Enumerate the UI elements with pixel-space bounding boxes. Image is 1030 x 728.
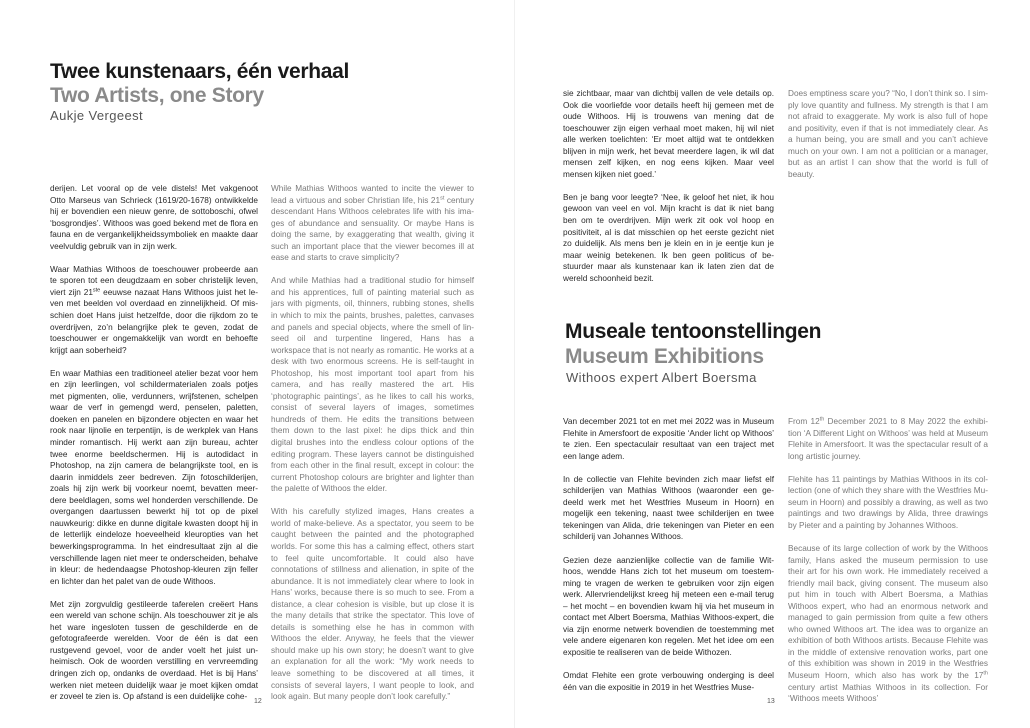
- paragraph-text: Van december 2021 tot en met mei 2022 was in Museum Flehite in Amersfoort de expositie ‘Ander licht op Withoos’ te zien. Een spectaculair resultaat van een traject met een lange adem.: [563, 417, 774, 461]
- ordinal-suffix: ste: [92, 287, 101, 294]
- paragraph-text: From 12: [788, 417, 820, 426]
- paragraph: [563, 474, 774, 543]
- paragraph-text: Because of its large collection of work by the Withoos family, Hans asked the museum permission to use their art for his own work. He immediately received a friendly mail back, giving consent. The museum also put him in touch with Albert Boersma, a Mathias Withoos expert, who had an enormous network and managed to gain permission from quite a few others who owned Withoos art. The idea was to organize an exhibition of both Withoos artists. Because Flehite was in the middle of extensive renovation works, part one of this exhibition was shown in 2019 in the Westfries Museum Hoorn, which also has work by the 17: [788, 544, 988, 681]
- paragraph-text: While Mathias Withoos wanted to incite the viewer to lead a virtuous and sober Christian life, his 21: [271, 184, 474, 205]
- paragraph-text: Gezien deze aanzienlijke collectie van de familie Withoos, wendde Hans zich tot het museum om toestemming te vragen de werken te gebruiken voor zijn eigen werk. Allervriendelijkst kreeg hij meteen een e-mail terug – het mocht – en bovendien kwam hij via het museum in contact met Albert Boersma, Mathias Withoos-expert, die via zijn enorme netwerk bovendien de toestemming met vele andere eigenaren kon regelen. Met het idee om een expositie te realiseren van de beide Withozen.: [563, 555, 774, 657]
- section-title-english: Museum Exhibitions: [565, 345, 764, 368]
- paragraph: [563, 416, 774, 462]
- paragraph-text: And while Mathias had a traditional studio for himself and his apprentices, full of painting material such as jars with pigments, oil, thinners, rubbing stones, shells in which to mix the paints, brushes, palettes, canvases and panels and special objects, where the smell of linseed oil and turpentine lingered, Hans has a workspace that is not nearly as romantic. He works at a desk with two enormous screens. He is self-taught in Photoshop, his most important tool apart from his camera, and has really mastered the art. His ‘photographic paintings’, as he likes to call his works, consist of several layers of images, sometimes hundreds of them. He edits the transitions between them down to the last pixel: he dips thick and thin digital brushes into the endless colour options of the editing program. These layers cannot be distinguished from each other in the final result, except in colour: the current Photoshop colours are brighter and lighter than the palette of Withoos the elder.: [271, 276, 474, 494]
- paragraph: [271, 275, 474, 494]
- paragraph: [788, 88, 988, 180]
- paragraph: [563, 555, 774, 659]
- paragraph-text: Does emptiness scare you? “No, I don’t think so. I simply love quantity and fullness. My strength is that I am not afraid to exaggerate. My work is also full of hope and positivity, even if that is not immediately clear. As a human being, you are small and you can’t achieve much on your own. I am not a politician or a manager, but as an artist I can show that the world is full of beauty.: [788, 89, 988, 179]
- paragraph-text: Flehite has 11 paintings by Mathias Withoos in its collection (one of which they share with the Westfries Museum in Hoorn) and possibly a drawing, as well as two paintings and two drawings by Alida, three drawings by Pieter and a painting by Johannes Withoos.: [788, 474, 988, 530]
- paragraph: [271, 183, 474, 264]
- article-column-dutch-top: [563, 88, 774, 284]
- article-title-english: Two Artists, one Story: [50, 84, 264, 107]
- article-column-dutch: [50, 183, 258, 703]
- paragraph-text: eeuwse nazaat Hans Withoos juist het leven met beelden vol overdaad en zinnelijkheid. Of misschien doet Hans juist hetzelfde, door die rijkdom zo te overdrijven, zo’n belangrijke plek te geven, zodat de toeschouwer er ongemakkelijk van wordt en behoefte krijgt aan soberheid?: [50, 287, 258, 355]
- paragraph: [563, 88, 774, 180]
- paragraph-text: Ben je bang voor leegte? ‘Nee, ik geloof het niet, ik hou gewoon van veel en vol. Mijn kracht is dat ik niet bang ben om te overdrijven. Mijn werk zit ook vol hoop en positiviteit, al is dat misschien op het eerste gezicht niet zo duidelijk. Als mens ben je klein en in je eentje kun je maar weinig betekenen. Ik ben geen politicus of bestuurder maar als kunstenaar kan ik laten zien dat de wereld schoonheid bezit.: [563, 192, 774, 283]
- article-title-dutch: Twee kunstenaars, één verhaal: [50, 60, 350, 83]
- paragraph: [788, 416, 988, 462]
- paragraph-text: sie zichtbaar, maar van dichtbij vallen de vele details op. Ook die voorliefde voor details heeft hij gemeen met de oude Withoos. Hij is trouwens van mening dat de toeschouwer zijn eigen verhaal moet maken, hij wil niet alle werken toelichten: ‘Er moet altijd wat te ontdekken blijven in mijn werk, het bevat meerdere lagen, ik wil dat mensen zelf kijken, en nog eens kijken. Maar veel mensen kijken niet goed.’: [563, 89, 774, 179]
- section-title-dutch: Museale tentoonstellingen: [565, 320, 822, 343]
- article-column-english-bottom: [788, 416, 988, 705]
- paragraph-text: With his carefully stylized images, Hans creates a world of make-believe. As a spectator, you seem to be caught between the painted and the photographed worlds. For some this has a calming effect, others start to feel quite uncomfortable. It could also have connotations of stillness and alienation, in spite of the abundance. It is not immediately clear where to look in Hans’ works, because there is so much to see. From a distance, a clear cohesion is visible, but up close it is the many details that strike the spectator. This love of details is something else he has in common with Withoos the elder. Anyway, he feels that the viewer should make up his own story; he doesn’t want to give an explanation for all the work: “My work needs to leave something to be discovered at all times, it consists of several layers, I want people to look, and look again. But many people don’t look carefully.”: [271, 507, 474, 702]
- paragraph: [788, 543, 988, 705]
- paragraph-text: Omdat Flehite een grote verbouwing onderging is deel één van die expositie in 2019 in het Westfries Muse-: [563, 671, 774, 692]
- ordinal-suffix: th: [819, 416, 825, 423]
- paragraph-text: In de collectie van Flehite bevinden zich maar liefst elf schilderijen van Mathias Withoos (waaronder een gedeeld werk met het Westfries Museum in Hoorn) en mogelijk een tekening, naast twee schilderijen en twee tekeningen van Alida, drie tekeningen van Pieter en een schilderij van Johannes Withoos.: [563, 474, 774, 542]
- paragraph-text: century descendant Hans Withoos celebrates life with his images of abundance and sensuality. Or maybe Hans is doing the same, by exaggerating that wealth, giving it such an important place that the viewer becomes ill at ease and starts to crave simplicity?: [271, 195, 474, 263]
- paragraph-text: century artist Mathias Withoos in its collection. For ‘Withoos meets Withoos’: [788, 682, 988, 704]
- article-column-dutch-bottom: [563, 416, 774, 693]
- paragraph-text: Waar Mathias Withoos de toeschouwer probeerde aan te sporen tot een deugdzaam en sober christelijk leven, viert zijn 21: [50, 264, 258, 297]
- paragraph: [563, 192, 774, 284]
- paragraph: [50, 183, 258, 252]
- paragraph-text: En waar Mathias een traditioneel atelier bezat voor hem en zijn leerlingen, vol schildermaterialen zoals potjes met pigmenten, olie, verdunners, wrijfstenen, schelpen waar de verf in gemengd werd, penselen, paletten, doeken en panelen en bijzondere objecten en waar het rook naar lijnolie en terpentijn, is de werkplek van Hans minder romantisch. Hij werkt aan zijn bureau, achter twee enorme beeldschermen. Hij is autodidact in Photoshop, na zijn camera de belangrijkste tool, en is daarin inmiddels zeer bedreven. Zijn fotoschilderijen, zoals hij zijn werk bij voorkeur noemt, bevatten meerdere beeldlagen, soms wel honderden verschillende. De overgangen daartussen bewerkt hij tot op de pixel nauwkeurig: dikke en dunne digitale kwasten doopt hij in de letterlijk eindeloze hoeveelheid kleuropties van het bewerkingsprogramma. In het eindresultaat zijn al die verschillende lagen niet meer te onderscheiden, behalve in kleur: de hedendaagse Photoshop-kleuren zijn feller en lichter dan het palet van de oude Withoos.: [50, 368, 258, 586]
- ordinal-suffix: st: [440, 194, 445, 201]
- page-gutter: [514, 0, 515, 728]
- paragraph: [50, 599, 258, 703]
- ordinal-suffix: th: [983, 670, 988, 677]
- paragraph: [50, 264, 258, 356]
- paragraph-text: December 2021 to 8 May 2022 the exhibition ‘A Different Light on Withoos’ was held at Museum Flehite in Amersfoort. It was the spectacular result of a long artistic journey.: [788, 417, 989, 461]
- page-number-left: 12: [254, 698, 262, 705]
- section-subtitle: Withoos expert Albert Boersma: [566, 370, 757, 385]
- paragraph-text: Met zijn zorgvuldig gestileerde taferelen creëert Hans een wereld van schone schijn. Als toeschouwer zit je als het ware ingesloten tussen de geschilderde en de gefotografeerde werelden. Voor de één is dat een rustgevend gevoel, voor de ander voelt het juist unheimisch. Ook de woorden verstilling en vervreemding dringen zich op, ondanks de overdaad. Het is bij Hans’ werken niet meteen duidelijk waar je moet kijken omdat er zoveel te zien is. Op afstand is een duidelijke cohe-: [50, 599, 258, 702]
- paragraph: [50, 368, 258, 587]
- article-column-english: [271, 183, 474, 703]
- article-column-english-top: [788, 88, 988, 180]
- paragraph-text: derijen. Let vooral op de vele distels! Met vakgenoot Otto Marseus van Schrieck (1619/20-1678) ontwikkelde hij er bovendien een nieuw genre, de sottoboschi, ofwel ‘bosgrondjes’. Withoos was goed bekend met de flora en fauna en de vergankelijkheidssymboliek en maakte daar veelvuldig gebruik van in zijn werk.: [50, 184, 258, 251]
- page-number-right: 13: [767, 698, 775, 705]
- paragraph: [563, 670, 774, 693]
- author-name: Aukje Vergeest: [50, 108, 144, 123]
- paragraph: [788, 474, 988, 532]
- paragraph: [271, 506, 474, 702]
